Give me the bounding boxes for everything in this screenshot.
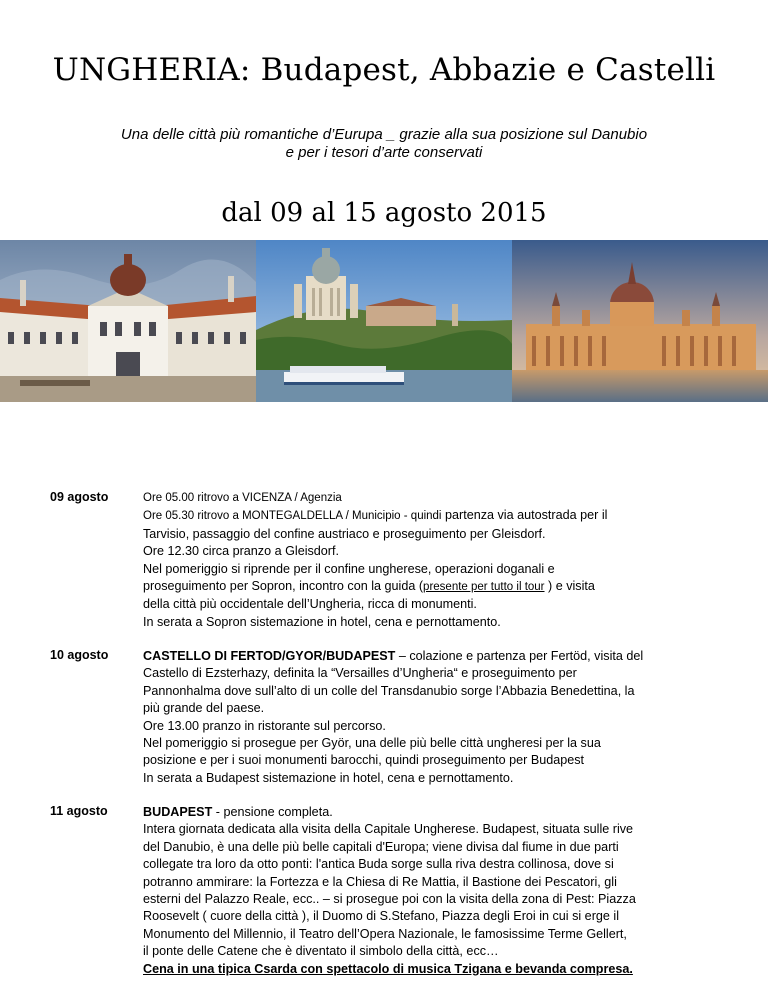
- day-description: [143, 804, 713, 978]
- tour-dates: dal 09 al 15 agosto 2015: [221, 198, 547, 228]
- day-line: Nel pomeriggio si riprende per il confine ungherese, operazioni doganali e: [143, 561, 555, 576]
- day-description: [143, 490, 713, 631]
- day-line: Ore 05.30 ritrovo a MONTEGALDELLA / Municipio - quindi partenza via autostrada per il: [143, 508, 608, 523]
- day-line: Ore 05.00 ritrovo a VICENZA / Agenzia: [143, 492, 342, 504]
- day-line: Roosevelt ( cuore della città ), il Duomo di S.Stefano, Piazza degli Eroi in cui si erge il: [143, 909, 619, 924]
- day-line: posizione e per i suoi monumenti barocchi, quindi proseguimento per Budapest: [143, 753, 585, 768]
- palace-photo: [0, 240, 256, 402]
- day-line: il ponte delle Catene che è diventato il simbolo della città, ecc…: [143, 944, 499, 959]
- day-line: Monumento del Millennio, il Teatro dell’Opera Nazionale, le famosissime Terme Gellert,: [143, 926, 627, 941]
- day-description: [143, 648, 713, 787]
- photo-strip: [0, 240, 768, 402]
- day-label: 10 agosto: [50, 648, 109, 662]
- day-line: esterni del Palazzo Reale, ecc.. – si prosegue poi con la visita della zona di Pest: Piazza: [143, 892, 636, 907]
- day-line: CASTELLO DI FERTOD/GYOR/BUDAPEST – colazione e partenza per Fertöd, visita del: [143, 649, 644, 663]
- day-line: In serata a Sopron sistemazione in hotel, cena e pernottamento.: [143, 614, 501, 629]
- day-line: più grande del paese.: [143, 701, 265, 716]
- parliament-photo: [512, 240, 768, 402]
- day-line: della città più occidentale dell’Ungheria, ricca di monumenti.: [143, 597, 477, 612]
- day-line: Pannonhalma dove sull’alto di un colle del Transdanubio sorge l’Abbazia Benedettina, la: [143, 683, 635, 698]
- day-line: potranno ammirare: la Fortezza e la Chiesa di Re Mattia, il Bastione dei Pescatori, gli: [143, 874, 617, 889]
- basilica-river-photo: [256, 240, 512, 402]
- day-line: proseguimento per Sopron, incontro con la guida (presente per tutto il tour ) e visita: [143, 579, 595, 594]
- page-title: UNGHERIA: Budapest, Abbazie e Castelli: [52, 52, 716, 88]
- subtitle: [40, 126, 728, 162]
- day-line: In serata a Budapest sistemazione in hotel, cena e pernottamento.: [143, 770, 514, 785]
- subtitle-line-2: e per i tesori d’arte conservati: [285, 144, 483, 161]
- day-line: collegate tra loro da otto ponti: l'antica Buda sorge sulla riva destra collinosa, dove si: [143, 857, 614, 872]
- day-label: 09 agosto: [50, 490, 109, 504]
- day-line: Castello di Ezsterhazy, definita la “Versailles d’Ungheria“ e proseguimento per: [143, 666, 577, 681]
- day-line: BUDAPEST - pensione completa.: [143, 805, 333, 819]
- day-line: Ore 13.00 pranzo in ristorante sul percorso.: [143, 718, 386, 733]
- day-line: Cena in una tipica Csarda con spettacolo di musica Tzigana e bevanda compresa.: [143, 961, 633, 976]
- day-line: del Danubio, è una delle più belle capitali d'Europa; viene divisa dal fiume in due parti: [143, 839, 619, 854]
- day-line: Intera giornata dedicata alla visita della Capitale Ungherese. Budapest, situata sulle rive: [143, 822, 634, 837]
- day-line: Tarvisio, passaggio del confine austriaco e proseguimento per Gleisdorf.: [143, 526, 546, 541]
- day-label: 11 agosto: [50, 804, 108, 818]
- subtitle-line-1: Una delle città più romantiche d’Eurupa _ grazie alla sua posizione sul Danubio: [120, 126, 648, 143]
- day-line: Nel pomeriggio si prosegue per Györ, una delle più belle città ungheresi per la sua: [143, 736, 601, 751]
- day-line: Ore 12.30 circa pranzo a Gleisdorf.: [143, 544, 339, 559]
